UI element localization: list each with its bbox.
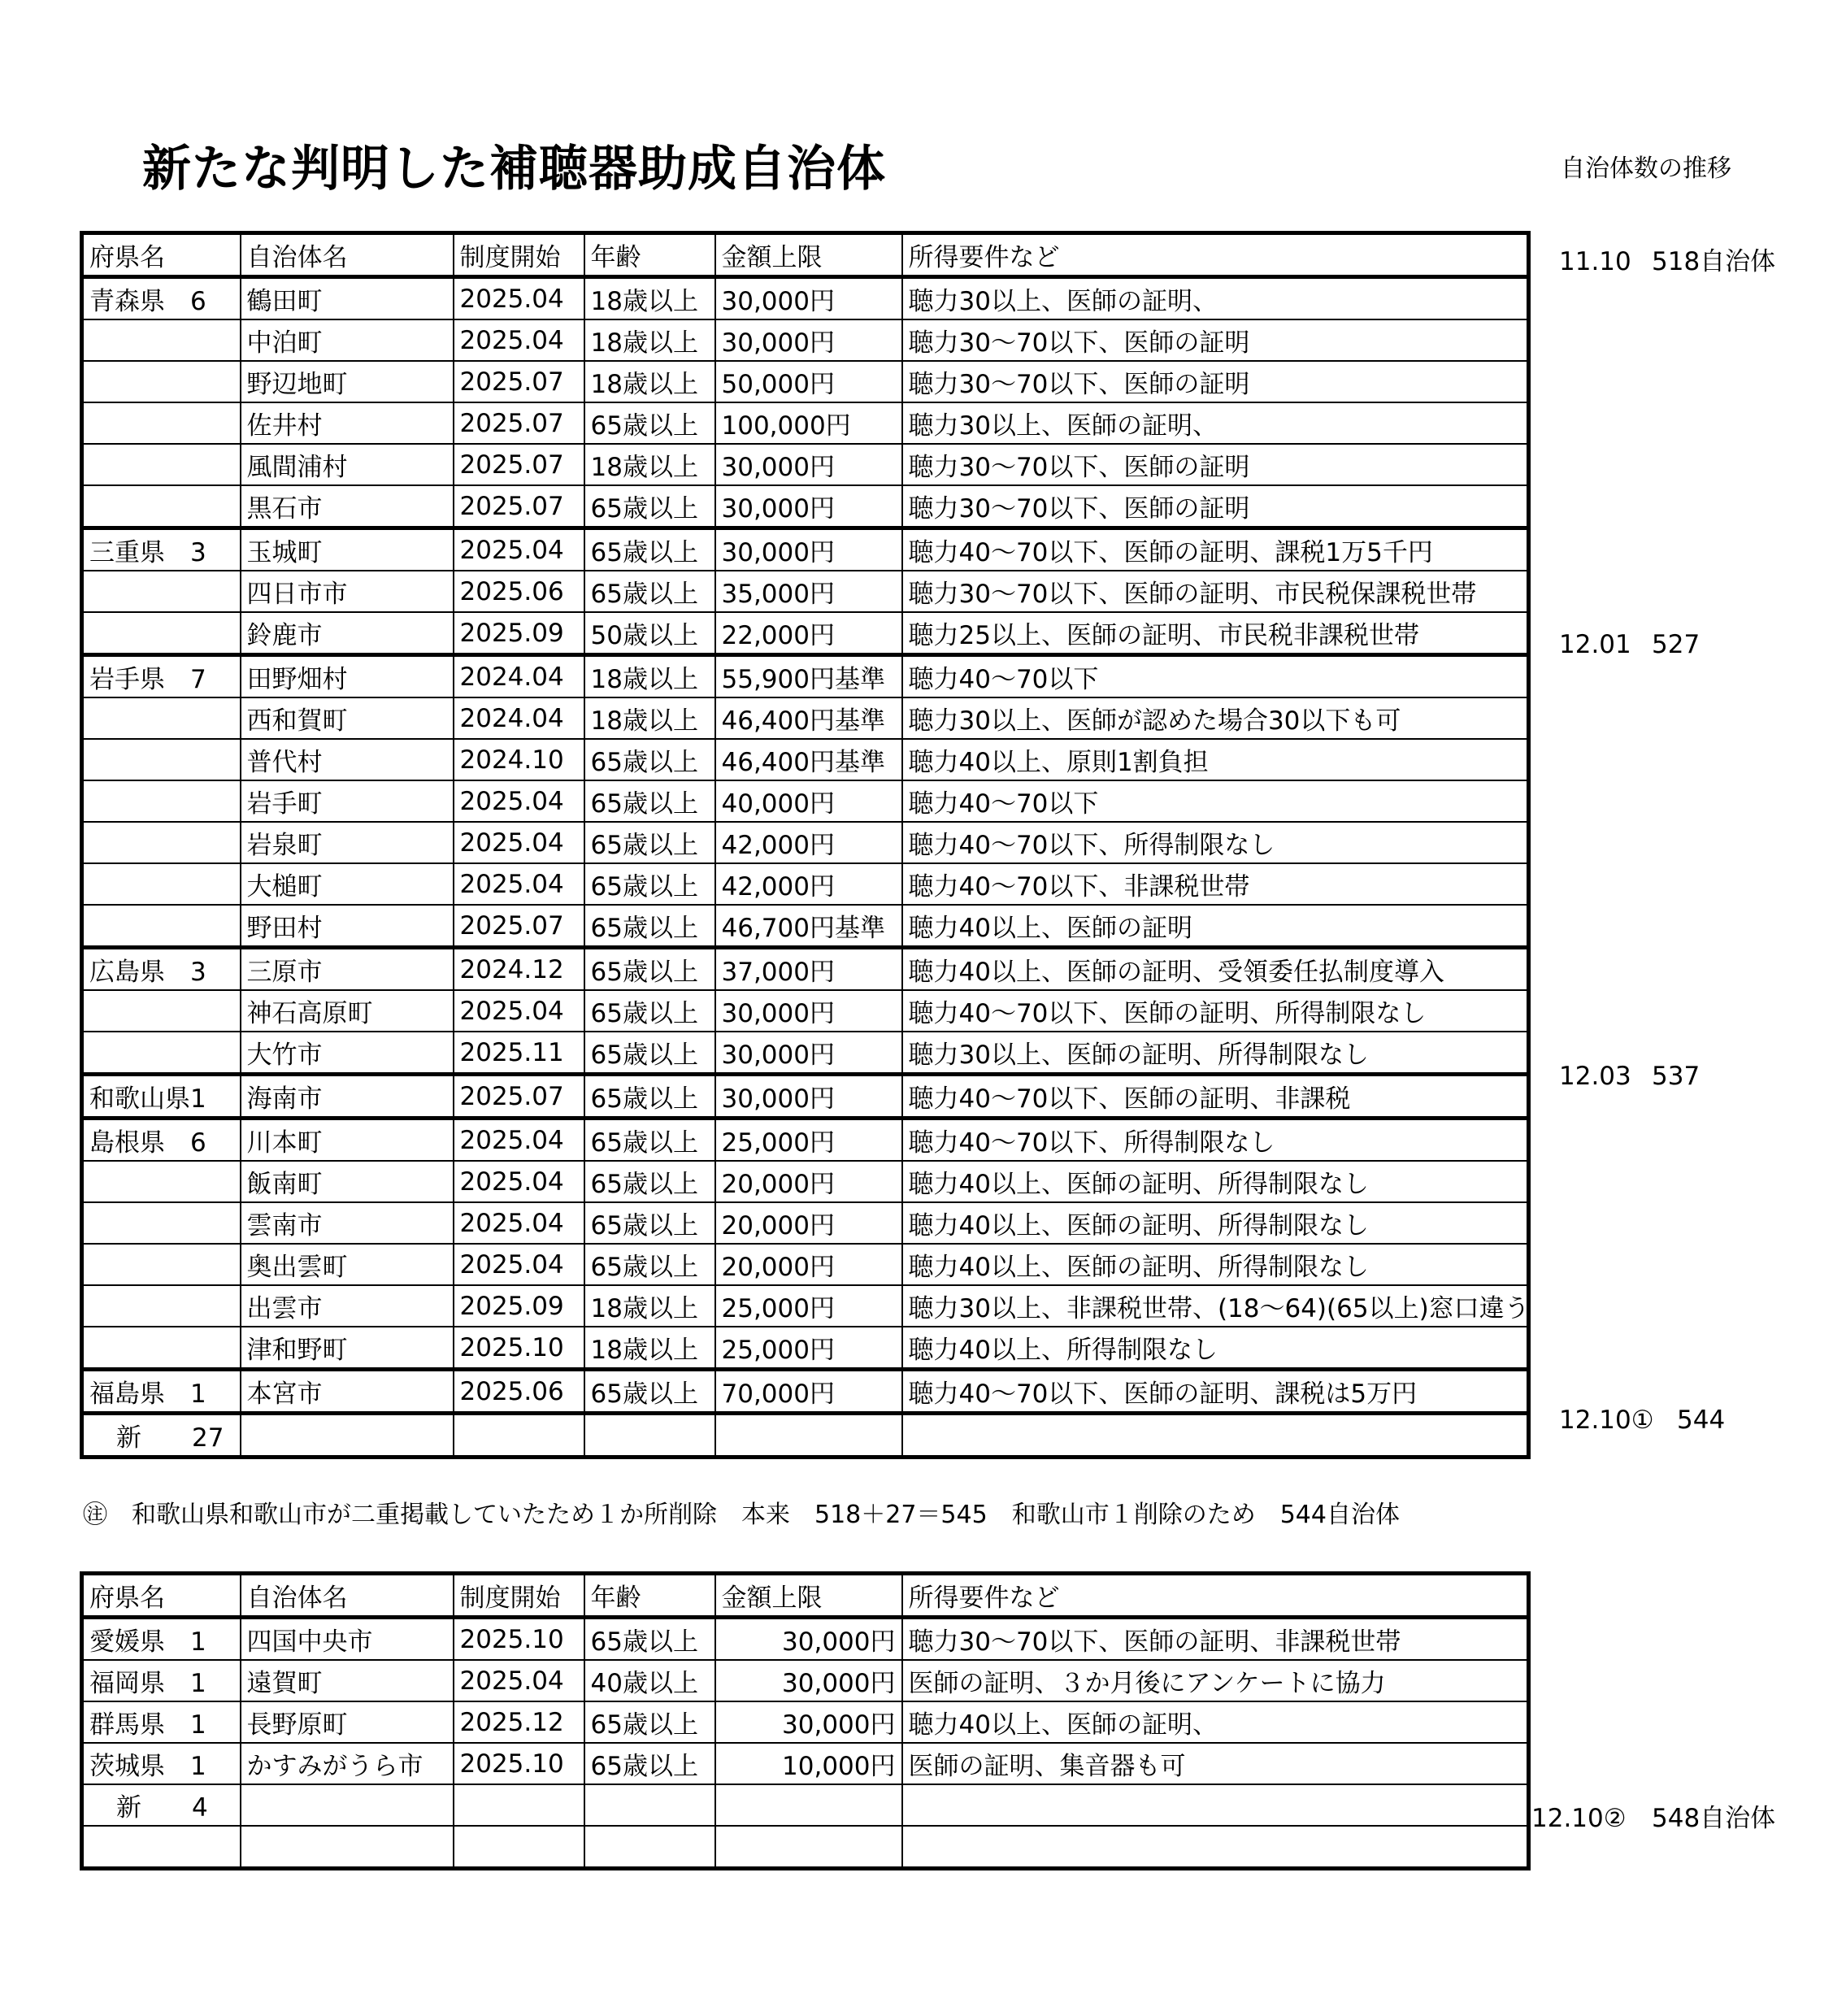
prefecture-cell — [82, 485, 241, 528]
table-row — [82, 1285, 1529, 1327]
prefecture-cell: 福島県 1 — [82, 1370, 241, 1414]
milestone-date: 12.10② — [1531, 1804, 1627, 1833]
milestone-value: 518自治体 — [1652, 247, 1776, 276]
requirements-cell: 聴力30以上、非課税世帯、(18～64)(65以上)窓口違う — [902, 1285, 1529, 1327]
requirements-cell: 聴力30以上、医師の証明、 — [902, 402, 1529, 444]
prefecture-cell — [82, 863, 241, 905]
age-cell: 40歳以上 — [584, 1660, 715, 1701]
municipality-cell: 野田村 — [241, 905, 454, 948]
requirements-cell — [902, 1784, 1529, 1826]
prefecture-cell — [82, 571, 241, 612]
table-row — [82, 1370, 1529, 1414]
requirements-cell: 聴力30～70以下、医師の証明 — [902, 361, 1529, 402]
start-date-cell: 2025.09 — [454, 612, 584, 655]
start-date-cell: 2025.04 — [454, 1119, 584, 1162]
amount-cell: 30,000円 — [715, 528, 902, 571]
municipality-cell — [241, 1826, 454, 1869]
column-header: 金額上限 — [715, 1574, 902, 1618]
milestone-value: 544 — [1677, 1406, 1726, 1435]
amount-cell: 25,000円 — [715, 1119, 902, 1162]
table-row — [82, 948, 1529, 991]
age-cell: 18歳以上 — [584, 1285, 715, 1327]
column-header: 府県名 — [82, 233, 241, 277]
age-cell: 65歳以上 — [584, 990, 715, 1032]
prefecture-cell — [82, 1327, 241, 1370]
requirements-cell: 医師の証明、集音器も可 — [902, 1743, 1529, 1784]
municipality-cell: 飯南町 — [241, 1161, 454, 1202]
age-cell: 65歳以上 — [584, 528, 715, 571]
start-date-cell: 2025.04 — [454, 780, 584, 822]
table-row — [82, 697, 1529, 739]
municipality-cell: 鶴田町 — [241, 277, 454, 320]
municipality-cell: 津和野町 — [241, 1327, 454, 1370]
municipality-cell: かすみがうら市 — [241, 1743, 454, 1784]
milestone — [1559, 241, 1775, 277]
requirements-cell: 聴力40～70以下、非課税世帯 — [902, 863, 1529, 905]
start-date-cell: 2025.07 — [454, 402, 584, 444]
header-row — [82, 233, 1529, 277]
requirements-cell: 聴力40以上、医師の証明、所得制限なし — [902, 1202, 1529, 1244]
prefecture-cell — [82, 780, 241, 822]
municipality-cell: 田野畑村 — [241, 655, 454, 698]
amount-cell: 25,000円 — [715, 1285, 902, 1327]
municipality-cell: 海南市 — [241, 1075, 454, 1119]
start-date-cell — [454, 1826, 584, 1869]
start-date-cell: 2025.04 — [454, 863, 584, 905]
start-date-cell: 2025.07 — [454, 485, 584, 528]
amount-cell: 20,000円 — [715, 1244, 902, 1285]
start-date-cell: 2025.04 — [454, 1161, 584, 1202]
age-cell — [584, 1826, 715, 1869]
municipality-cell: 中泊町 — [241, 319, 454, 361]
age-cell — [584, 1414, 715, 1458]
prefecture-cell: 和歌山県1 — [82, 1075, 241, 1119]
requirements-cell: 聴力40以上、医師の証明、 — [902, 1701, 1529, 1743]
start-date-cell: 2025.07 — [454, 444, 584, 485]
milestone-value: 548自治体 — [1652, 1804, 1776, 1833]
footnote: ㊟ 和歌山県和歌山市が二重掲載していたため１か所削除 本来 518＋27＝545 和歌山市１削除のため 544自治体 — [83, 1501, 1400, 1529]
start-date-cell: 2025.11 — [454, 1032, 584, 1075]
municipality-cell: 鈴鹿市 — [241, 612, 454, 655]
requirements-cell: 聴力40～70以下、医師の証明、課税は5万円 — [902, 1370, 1529, 1414]
municipality-cell: 岩泉町 — [241, 822, 454, 863]
column-header: 年齢 — [584, 1574, 715, 1618]
age-cell: 65歳以上 — [584, 485, 715, 528]
start-date-cell: 2024.04 — [454, 655, 584, 698]
column-header: 府県名 — [82, 1574, 241, 1618]
municipality-cell: 出雲市 — [241, 1285, 454, 1327]
age-cell: 18歳以上 — [584, 277, 715, 320]
age-cell: 65歳以上 — [584, 739, 715, 780]
requirements-cell: 聴力25以上、医師の証明、市民税非課税世帯 — [902, 612, 1529, 655]
total-row — [82, 1784, 1529, 1826]
age-cell: 18歳以上 — [584, 1327, 715, 1370]
amount-cell: 30,000円 — [715, 319, 902, 361]
table-row — [82, 319, 1529, 361]
column-header: 自治体名 — [241, 233, 454, 277]
start-date-cell: 2024.10 — [454, 739, 584, 780]
start-date-cell — [454, 1784, 584, 1826]
start-date-cell: 2025.10 — [454, 1743, 584, 1784]
prefecture-cell: 新 27 — [82, 1414, 241, 1458]
prefecture-cell: 福岡県 1 — [82, 1660, 241, 1701]
prefecture-cell — [82, 1032, 241, 1075]
table-row — [82, 571, 1529, 612]
table-row — [82, 1826, 1529, 1869]
milestone — [1559, 1062, 1700, 1091]
prefecture-cell — [82, 612, 241, 655]
start-date-cell: 2025.07 — [454, 905, 584, 948]
age-cell: 18歳以上 — [584, 361, 715, 402]
age-cell: 65歳以上 — [584, 1370, 715, 1414]
prefecture-cell: 三重県 3 — [82, 528, 241, 571]
column-header: 金額上限 — [715, 233, 902, 277]
table-row — [82, 905, 1529, 948]
column-header: 所得要件など — [902, 233, 1529, 277]
start-date-cell: 2025.04 — [454, 822, 584, 863]
age-cell: 65歳以上 — [584, 571, 715, 612]
prefecture-cell: 愛媛県 1 — [82, 1618, 241, 1661]
milestone — [1559, 630, 1700, 659]
prefecture-cell: 岩手県 7 — [82, 655, 241, 698]
municipality-cell: 川本町 — [241, 1119, 454, 1162]
trend-title: 自治体数の推移 — [1561, 154, 1731, 183]
milestone — [1531, 1797, 1775, 1834]
amount-cell: 25,000円 — [715, 1327, 902, 1370]
municipality-cell: 奥出雲町 — [241, 1244, 454, 1285]
age-cell: 65歳以上 — [584, 1244, 715, 1285]
municipality-cell — [241, 1414, 454, 1458]
requirements-cell: 聴力40～70以下、医師の証明、課税1万5千円 — [902, 528, 1529, 571]
amount-cell: 30,000円 — [715, 1660, 902, 1701]
start-date-cell: 2025.07 — [454, 1075, 584, 1119]
prefecture-cell — [82, 990, 241, 1032]
requirements-cell: 聴力40～70以下 — [902, 780, 1529, 822]
start-date-cell: 2024.12 — [454, 948, 584, 991]
column-header: 制度開始 — [454, 233, 584, 277]
amount-cell: 20,000円 — [715, 1161, 902, 1202]
amount-cell: 37,000円 — [715, 948, 902, 991]
requirements-cell: 聴力40以上、所得制限なし — [902, 1327, 1529, 1370]
municipality-cell: 野辺地町 — [241, 361, 454, 402]
municipality-cell: 神石高原町 — [241, 990, 454, 1032]
requirements-cell — [902, 1414, 1529, 1458]
municipality-cell: 雲南市 — [241, 1202, 454, 1244]
start-date-cell: 2025.06 — [454, 571, 584, 612]
requirements-cell: 聴力30～70以下、医師の証明 — [902, 444, 1529, 485]
table-row — [82, 485, 1529, 528]
prefecture-cell — [82, 1202, 241, 1244]
municipality-cell: 普代村 — [241, 739, 454, 780]
prefecture-cell — [82, 402, 241, 444]
table-row — [82, 1032, 1529, 1075]
amount-cell — [715, 1784, 902, 1826]
column-header: 自治体名 — [241, 1574, 454, 1618]
table-row — [82, 655, 1529, 698]
table-row — [82, 1075, 1529, 1119]
requirements-cell: 医師の証明、３か月後にアンケートに協力 — [902, 1660, 1529, 1701]
prefecture-cell — [82, 739, 241, 780]
requirements-cell: 聴力40以上、原則1割負担 — [902, 739, 1529, 780]
prefecture-cell — [82, 1285, 241, 1327]
requirements-cell: 聴力40以上、医師の証明 — [902, 905, 1529, 948]
prefecture-cell — [82, 905, 241, 948]
table-row — [82, 1161, 1529, 1202]
table-row — [82, 1119, 1529, 1162]
age-cell: 65歳以上 — [584, 402, 715, 444]
table-row — [82, 1327, 1529, 1370]
amount-cell: 20,000円 — [715, 1202, 902, 1244]
requirements-cell — [902, 1826, 1529, 1869]
table-row — [82, 277, 1529, 320]
municipality-cell: 大槌町 — [241, 863, 454, 905]
table-row — [82, 1618, 1529, 1661]
amount-cell: 40,000円 — [715, 780, 902, 822]
municipality-cell: 風間浦村 — [241, 444, 454, 485]
age-cell: 65歳以上 — [584, 1032, 715, 1075]
amount-cell: 46,700円基準 — [715, 905, 902, 948]
age-cell: 18歳以上 — [584, 444, 715, 485]
municipality-cell: 大竹市 — [241, 1032, 454, 1075]
requirements-cell: 聴力30～70以下、医師の証明、市民税保課税世帯 — [902, 571, 1529, 612]
age-cell: 65歳以上 — [584, 1202, 715, 1244]
prefecture-cell — [82, 444, 241, 485]
start-date-cell: 2025.10 — [454, 1327, 584, 1370]
amount-cell: 42,000円 — [715, 822, 902, 863]
amount-cell: 35,000円 — [715, 571, 902, 612]
amount-cell: 46,400円基準 — [715, 697, 902, 739]
prefecture-cell — [82, 1161, 241, 1202]
table-row — [82, 1701, 1529, 1743]
municipality-cell: 佐井村 — [241, 402, 454, 444]
amount-cell: 22,000円 — [715, 612, 902, 655]
age-cell: 65歳以上 — [584, 822, 715, 863]
column-header: 年齢 — [584, 233, 715, 277]
start-date-cell: 2025.04 — [454, 277, 584, 320]
amount-cell: 10,000円 — [715, 1743, 902, 1784]
milestone — [1559, 1406, 1725, 1435]
municipality-cell: 本宮市 — [241, 1370, 454, 1414]
requirements-cell: 聴力40～70以下、所得制限なし — [902, 822, 1529, 863]
municipality-cell: 西和賀町 — [241, 697, 454, 739]
prefecture-cell — [82, 822, 241, 863]
table-row — [82, 1244, 1529, 1285]
amount-cell: 55,900円基準 — [715, 655, 902, 698]
requirements-cell: 聴力40以上、医師の証明、所得制限なし — [902, 1161, 1529, 1202]
prefecture-cell: 島根県 6 — [82, 1119, 241, 1162]
requirements-cell: 聴力30以上、医師の証明、 — [902, 277, 1529, 320]
requirements-cell: 聴力30～70以下、医師の証明 — [902, 485, 1529, 528]
milestone-value: 537 — [1652, 1062, 1700, 1091]
amount-cell: 100,000円 — [715, 402, 902, 444]
milestone-date: 12.03 — [1559, 1062, 1631, 1091]
table-row — [82, 444, 1529, 485]
requirements-cell: 聴力30～70以下、医師の証明 — [902, 319, 1529, 361]
requirements-cell: 聴力40～70以下、医師の証明、所得制限なし — [902, 990, 1529, 1032]
column-header: 制度開始 — [454, 1574, 584, 1618]
age-cell — [584, 1784, 715, 1826]
age-cell: 65歳以上 — [584, 1119, 715, 1162]
table-row — [82, 361, 1529, 402]
table-row — [82, 863, 1529, 905]
start-date-cell: 2025.10 — [454, 1618, 584, 1661]
municipality-cell: 玉城町 — [241, 528, 454, 571]
start-date-cell: 2025.04 — [454, 1202, 584, 1244]
prefecture-cell — [82, 1826, 241, 1869]
column-header: 所得要件など — [902, 1574, 1529, 1618]
age-cell: 65歳以上 — [584, 780, 715, 822]
start-date-cell: 2025.04 — [454, 528, 584, 571]
table-row — [82, 612, 1529, 655]
subsidy-table-main — [80, 231, 1531, 1459]
table-row — [82, 1202, 1529, 1244]
amount-cell: 30,000円 — [715, 485, 902, 528]
amount-cell: 50,000円 — [715, 361, 902, 402]
prefecture-cell — [82, 697, 241, 739]
municipality-cell: 四日市市 — [241, 571, 454, 612]
municipality-cell: 長野原町 — [241, 1701, 454, 1743]
start-date-cell: 2025.04 — [454, 1244, 584, 1285]
amount-cell: 30,000円 — [715, 990, 902, 1032]
amount-cell: 30,000円 — [715, 1032, 902, 1075]
age-cell: 65歳以上 — [584, 905, 715, 948]
milestone-value: 527 — [1652, 630, 1700, 659]
start-date-cell: 2025.04 — [454, 990, 584, 1032]
start-date-cell: 2025.07 — [454, 361, 584, 402]
municipality-cell: 四国中央市 — [241, 1618, 454, 1661]
requirements-cell: 聴力40以上、医師の証明、受領委任払制度導入 — [902, 948, 1529, 991]
start-date-cell: 2025.04 — [454, 319, 584, 361]
prefecture-cell: 茨城県 1 — [82, 1743, 241, 1784]
table-row — [82, 402, 1529, 444]
table-row — [82, 990, 1529, 1032]
amount-cell: 30,000円 — [715, 277, 902, 320]
start-date-cell: 2025.12 — [454, 1701, 584, 1743]
requirements-cell: 聴力30～70以下、医師の証明、非課税世帯 — [902, 1618, 1529, 1661]
requirements-cell: 聴力40～70以下、所得制限なし — [902, 1119, 1529, 1162]
age-cell: 65歳以上 — [584, 1618, 715, 1661]
municipality-cell: 岩手町 — [241, 780, 454, 822]
age-cell: 65歳以上 — [584, 1161, 715, 1202]
start-date-cell — [454, 1414, 584, 1458]
requirements-cell: 聴力30以上、医師が認めた場合30以下も可 — [902, 697, 1529, 739]
age-cell: 65歳以上 — [584, 863, 715, 905]
age-cell: 65歳以上 — [584, 948, 715, 991]
age-cell: 65歳以上 — [584, 1743, 715, 1784]
subsidy-table-additional — [80, 1571, 1531, 1870]
requirements-cell: 聴力40～70以下、医師の証明、非課税 — [902, 1075, 1529, 1119]
municipality-cell: 遠賀町 — [241, 1660, 454, 1701]
start-date-cell: 2025.06 — [454, 1370, 584, 1414]
table-row — [82, 739, 1529, 780]
prefecture-cell: 広島県 3 — [82, 948, 241, 991]
requirements-cell: 聴力30以上、医師の証明、所得制限なし — [902, 1032, 1529, 1075]
requirements-cell: 聴力40～70以下 — [902, 655, 1529, 698]
header-row — [82, 1574, 1529, 1618]
amount-cell: 30,000円 — [715, 1701, 902, 1743]
amount-cell: 30,000円 — [715, 1075, 902, 1119]
amount-cell: 30,000円 — [715, 444, 902, 485]
prefecture-cell: 群馬県 1 — [82, 1701, 241, 1743]
milestone-date: 12.10① — [1559, 1406, 1654, 1435]
table-row — [82, 1660, 1529, 1701]
age-cell: 65歳以上 — [584, 1701, 715, 1743]
amount-cell: 70,000円 — [715, 1370, 902, 1414]
prefecture-cell — [82, 1244, 241, 1285]
page-title: 新たな判明した補聴器助成自治体 — [142, 141, 886, 198]
requirements-cell: 聴力40以上、医師の証明、所得制限なし — [902, 1244, 1529, 1285]
prefecture-cell: 新 4 — [82, 1784, 241, 1826]
milestone-date: 12.01 — [1559, 630, 1631, 659]
amount-cell: 30,000円 — [715, 1618, 902, 1661]
municipality-cell: 黒石市 — [241, 485, 454, 528]
age-cell: 18歳以上 — [584, 319, 715, 361]
table-row — [82, 822, 1529, 863]
start-date-cell: 2024.04 — [454, 697, 584, 739]
prefecture-cell — [82, 361, 241, 402]
table-row — [82, 528, 1529, 571]
age-cell: 50歳以上 — [584, 612, 715, 655]
age-cell: 18歳以上 — [584, 655, 715, 698]
amount-cell — [715, 1826, 902, 1869]
amount-cell: 46,400円基準 — [715, 739, 902, 780]
age-cell: 18歳以上 — [584, 697, 715, 739]
table-row — [82, 1743, 1529, 1784]
start-date-cell: 2025.04 — [454, 1660, 584, 1701]
table-row — [82, 780, 1529, 822]
amount-cell — [715, 1414, 902, 1458]
milestone-date: 11.10 — [1559, 247, 1631, 276]
amount-cell: 42,000円 — [715, 863, 902, 905]
age-cell: 65歳以上 — [584, 1075, 715, 1119]
start-date-cell: 2025.09 — [454, 1285, 584, 1327]
prefecture-cell — [82, 319, 241, 361]
prefecture-cell: 青森県 6 — [82, 277, 241, 320]
municipality-cell — [241, 1784, 454, 1826]
municipality-cell: 三原市 — [241, 948, 454, 991]
total-row — [82, 1414, 1529, 1458]
